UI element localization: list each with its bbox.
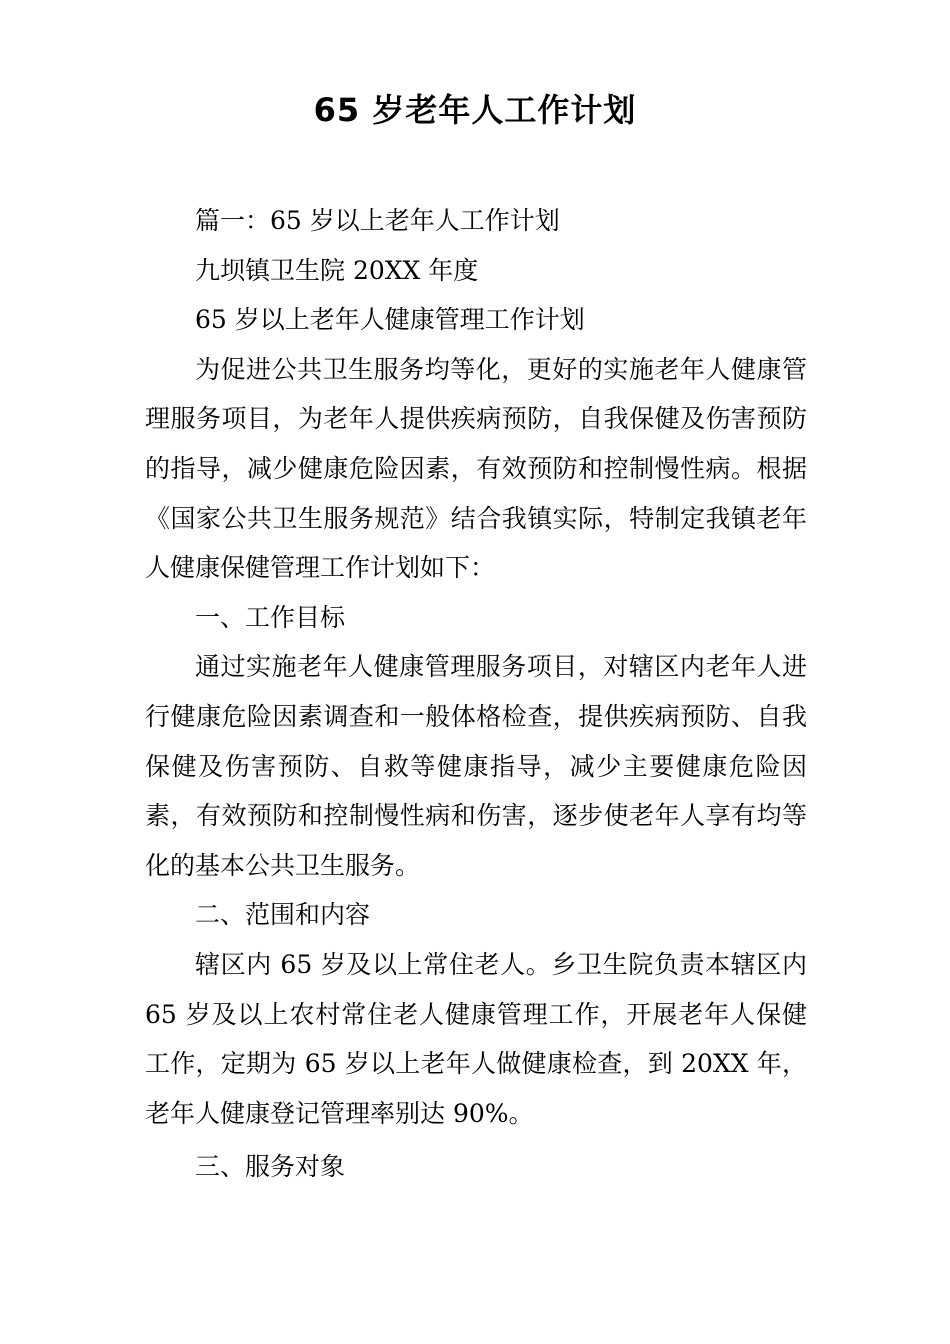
scope-paragraph: 辖区内 65 岁及以上常住老人。乡卫生院负责本辖区内 65 岁及以上农村常住老人健康管理工作，开展老年人保健工作，定期为 65 岁以上老年人做健康检查，到 20XX 年，老年人健康登记管理率别达 90%。 bbox=[145, 949, 807, 1128]
document-body bbox=[145, 196, 807, 1192]
section-heading-service-targets: 三、服务对象 bbox=[195, 1152, 346, 1182]
plan-subtitle: 65 岁以上老年人健康管理工作计划 bbox=[195, 305, 585, 335]
section-heading-part-one: 篇一：65 岁以上老年人工作计划 bbox=[195, 206, 560, 235]
section-heading-goals: 一、工作目标 bbox=[195, 602, 346, 632]
intro-paragraph: 为促进公共卫生服务均等化，更好的实施老年人健康管理服务项目，为老年人提供疾病预防，自我保健及伤害预防的指导，减少健康危险因素，有效预防和控制慢性病。根据《国家公共卫生服务规范》结合我镇实际，特制定我镇老年人健康保健管理工作计划如下： bbox=[145, 354, 807, 583]
organization-year-line: 九坝镇卫生院 20XX 年度 bbox=[195, 255, 479, 285]
document-title: 65 岁老年人工作计划 bbox=[313, 91, 637, 129]
goals-paragraph: 通过实施老年人健康管理服务项目，对辖区内老年人进行健康危险因素调查和一般体格检查，提供疾病预防、自我保健及伤害预防、自救等健康指导，减少主要健康危险因素，有效预防和控制慢性病和伤害，逐步使老年人享有均等化的基本公共卫生服务。 bbox=[145, 652, 807, 880]
section-heading-scope: 二、范围和内容 bbox=[195, 900, 371, 930]
